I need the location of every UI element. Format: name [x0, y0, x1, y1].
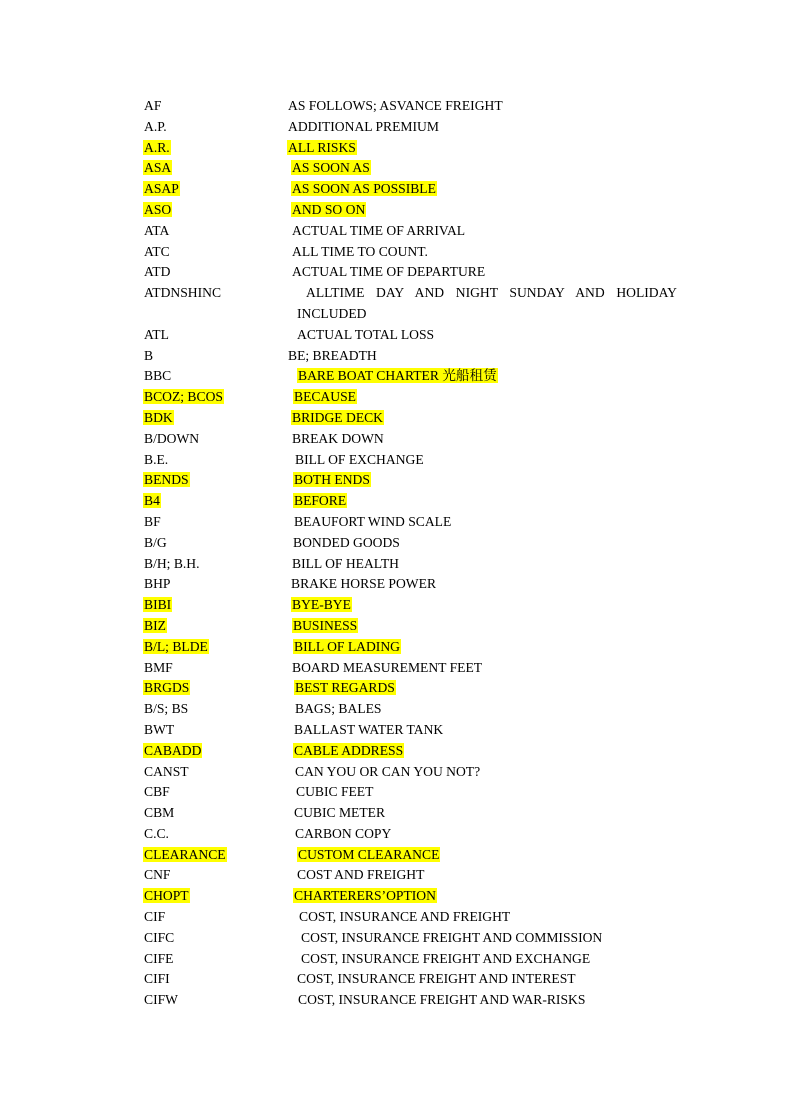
definition: BALLAST WATER TANK	[294, 721, 444, 737]
definition: BILL OF EXCHANGE	[295, 451, 424, 467]
abbreviation: B/L; BLDE	[144, 638, 208, 654]
list-item	[143, 221, 703, 242]
definition: BOTH ENDS	[294, 472, 370, 488]
list-item	[143, 533, 703, 554]
definition: BARE BOAT CHARTER 光船租赁	[298, 368, 497, 384]
abbreviation: B/S; BS	[144, 701, 189, 717]
definition: CUBIC FEET	[296, 784, 374, 800]
abbreviation: BF	[144, 513, 161, 529]
list-item	[143, 450, 703, 471]
definition: ACTUAL TOTAL LOSS	[297, 326, 435, 342]
definition: AS SOON AS	[292, 160, 370, 176]
abbreviation: BWT	[144, 721, 175, 737]
abbreviation: ATA	[144, 222, 170, 238]
definition: BRAKE HORSE POWER	[291, 576, 437, 592]
definition: BAGS; BALES	[295, 701, 382, 717]
list-item	[143, 387, 703, 408]
list-item	[143, 491, 703, 512]
definition: ADDITIONAL PREMIUM	[288, 118, 439, 134]
list-item	[143, 658, 703, 679]
definition: BYE-BYE	[292, 597, 351, 613]
definition: CAN YOU OR CAN YOU NOT?	[295, 763, 481, 779]
abbreviation: CIFC	[144, 929, 175, 945]
definition: BECAUSE	[294, 389, 356, 405]
list-item	[143, 949, 703, 970]
list-item	[143, 346, 703, 367]
list-item	[143, 782, 703, 803]
abbreviation: ATDNSHINC	[144, 285, 222, 301]
abbreviation: BMF	[144, 659, 173, 675]
list-item	[143, 616, 703, 637]
list-item	[143, 512, 703, 533]
definition: CUBIC METER	[294, 805, 386, 821]
abbreviation: ATL	[144, 326, 169, 342]
abbreviation: A.P.	[144, 118, 167, 134]
definition: BOARD MEASUREMENT FEET	[292, 659, 483, 675]
definition: ALL RISKS	[288, 139, 356, 155]
list-item	[143, 158, 703, 179]
definition: COST, INSURANCE FREIGHT AND WAR-RISKS	[298, 992, 586, 1008]
abbreviation: AF	[144, 98, 162, 113]
list-item	[143, 96, 703, 117]
abbreviation: CHOPT	[144, 888, 189, 904]
abbreviation: B/H; B.H.	[144, 555, 200, 571]
list-item	[143, 283, 703, 325]
definition: ALL TIME TO COUNT.	[292, 243, 428, 259]
list-item	[143, 886, 703, 907]
list-item	[143, 741, 703, 762]
definition: BREAK DOWN	[292, 430, 384, 446]
list-item	[143, 595, 703, 616]
abbreviation: B	[144, 347, 154, 363]
abbreviation: ATD	[144, 264, 171, 280]
list-item	[143, 179, 703, 200]
abbreviation: BHP	[144, 576, 171, 592]
abbreviation: ASO	[144, 201, 172, 217]
definition: ALLTIME DAY AND NIGHT SUNDAY AND HOLIDAY INCLUDED	[297, 285, 677, 321]
definition: BILL OF HEALTH	[292, 555, 399, 571]
list-item	[143, 117, 703, 138]
list-item	[143, 262, 703, 283]
list-item	[143, 366, 703, 387]
definition: CABLE ADDRESS	[294, 742, 404, 758]
definition: COST, INSURANCE FREIGHT AND COMMISSION	[301, 929, 603, 945]
abbreviation-list	[143, 96, 703, 1011]
list-item	[143, 803, 703, 824]
definition: CARBON COPY	[295, 825, 392, 841]
abbreviation: BCOZ; BCOS	[144, 389, 223, 405]
abbreviation: B/DOWN	[144, 430, 200, 446]
list-item	[143, 990, 703, 1011]
list-item	[143, 408, 703, 429]
abbreviation: CIFE	[144, 950, 174, 966]
abbreviation: B/G	[144, 534, 167, 550]
list-item	[143, 699, 703, 720]
definition: ACTUAL TIME OF ARRIVAL	[292, 222, 466, 238]
definition: COST AND FREIGHT	[297, 867, 425, 883]
abbreviation: CABADD	[144, 742, 202, 758]
list-item	[143, 470, 703, 491]
definition: BE; BREADTH	[288, 347, 377, 363]
definition: COST, INSURANCE FREIGHT AND INTEREST	[297, 971, 576, 987]
definition: BILL OF LADING	[294, 638, 400, 654]
list-item	[143, 637, 703, 658]
list-item	[143, 865, 703, 886]
abbreviation: BIBI	[144, 597, 172, 613]
abbreviation: CIFW	[144, 992, 178, 1008]
list-item	[143, 242, 703, 263]
abbreviation: CNF	[144, 867, 171, 883]
abbreviation: CIF	[144, 909, 166, 925]
definition: BRIDGE DECK	[292, 409, 384, 425]
abbreviation: CANST	[144, 763, 189, 779]
list-item	[143, 554, 703, 575]
abbreviation: CBM	[144, 805, 175, 821]
list-item	[143, 845, 703, 866]
abbreviation: C.C.	[144, 825, 169, 841]
list-item	[143, 928, 703, 949]
abbreviation: CIFI	[144, 971, 170, 987]
definition: ACTUAL TIME OF DEPARTURE	[292, 264, 486, 280]
list-item	[143, 429, 703, 450]
definition: AND SO ON	[292, 201, 366, 217]
list-item	[143, 574, 703, 595]
definition: BONDED GOODS	[293, 534, 400, 550]
list-item	[143, 824, 703, 845]
abbreviation: BENDS	[144, 472, 189, 488]
definition: CHARTERERS’OPTION	[294, 888, 436, 904]
list-item	[143, 762, 703, 783]
abbreviation: ASAP	[144, 181, 179, 197]
list-item	[143, 969, 703, 990]
abbreviation: BBC	[144, 368, 172, 384]
abbreviation: ASA	[144, 160, 172, 176]
abbreviation: BDK	[144, 409, 173, 425]
list-item	[143, 678, 703, 699]
list-item	[143, 138, 703, 159]
abbreviation: B.E.	[144, 451, 169, 467]
list-item	[143, 200, 703, 221]
definition: BEFORE	[294, 493, 347, 509]
list-item	[143, 325, 703, 346]
abbreviation: ATC	[144, 243, 170, 259]
abbreviation: CLEARANCE	[144, 846, 226, 862]
definition: BUSINESS	[293, 617, 358, 633]
abbreviation: A.R.	[144, 139, 170, 155]
definition: COST, INSURANCE AND FREIGHT	[299, 909, 511, 925]
definition: AS FOLLOWS; ASVANCE FREIGHT	[288, 98, 503, 113]
abbreviation: BRGDS	[144, 680, 190, 696]
abbreviation: B4	[144, 493, 160, 509]
list-item	[143, 720, 703, 741]
definition: BEST REGARDS	[295, 680, 395, 696]
definition: BEAUFORT WIND SCALE	[294, 513, 452, 529]
definition: COST, INSURANCE FREIGHT AND EXCHANGE	[301, 950, 591, 966]
abbreviation: CBF	[144, 784, 170, 800]
abbreviation: BIZ	[144, 617, 166, 633]
definition: AS SOON AS POSSIBLE	[292, 181, 436, 197]
definition: CUSTOM CLEARANCE	[298, 846, 440, 862]
list-item	[143, 907, 703, 928]
